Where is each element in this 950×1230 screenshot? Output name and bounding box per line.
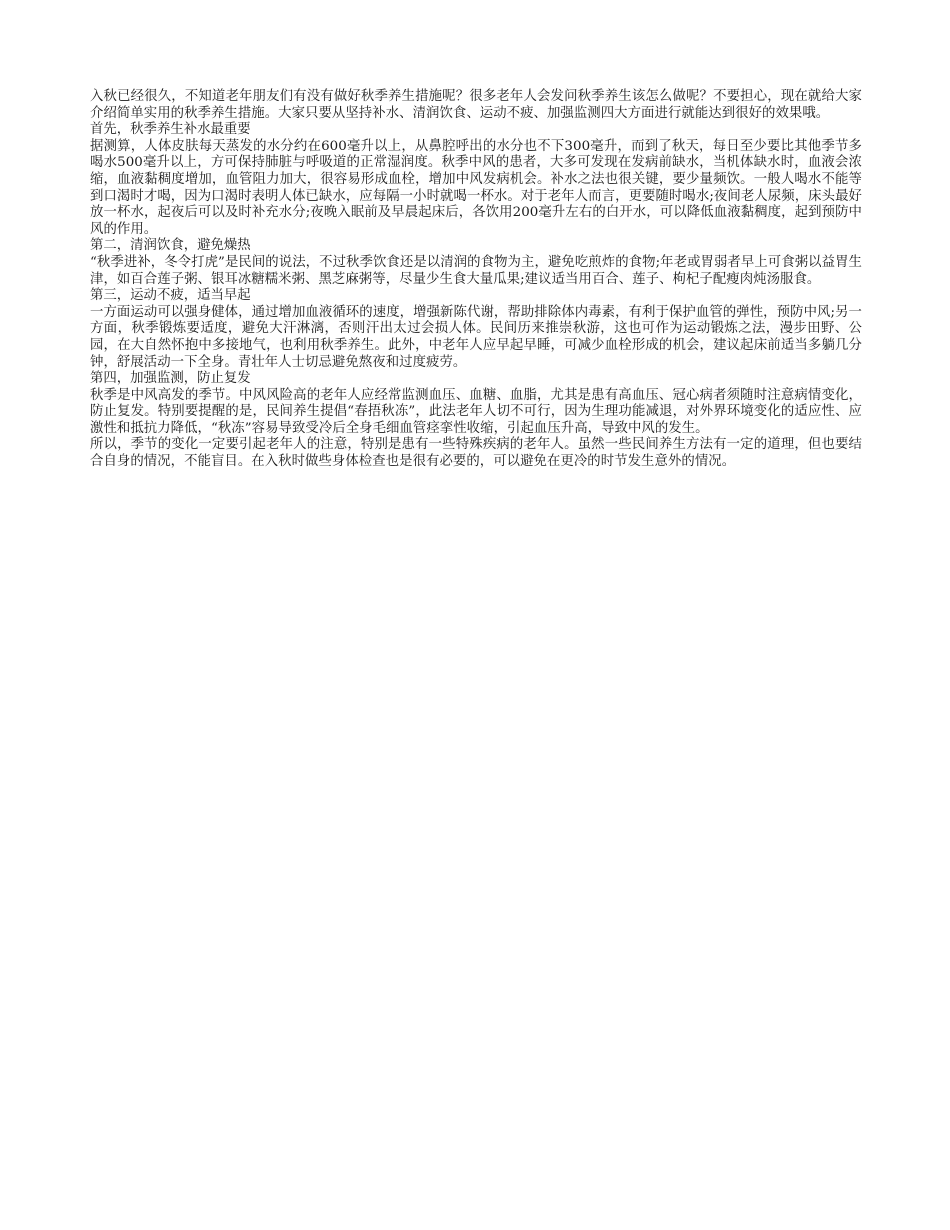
intro-paragraph: 入秋已经很久，不知道老年朋友们有没有做好秋季养生措施呢？很多老年人会发问秋季养生该怎么做呢？不要担心，现在就给大家介绍简单实用的秋季养生措施。大家只要从坚持补水、清润饮食、运动不疲、加强监测四大方面进行就能达到很好的效果哦。 xyxy=(90,89,862,121)
section-body-hydration: 据测算，人体皮肤每天蒸发的水分约在600毫升以上，从鼻腔呼出的水分也不下300毫升，而到了秋天，每日至少要比其他季节多喝水500毫升以上，方可保持肺脏与呼吸道的正常湿润度。秋季中风的患者，大多可发现在发病前缺水，当机体缺水时，血液会浓缩，血液黏稠度增加，血管阻力加大，很容易形成血栓，增加中风发病机会。补水之法也很关键，要少量频饮。一般人喝水不能等到口渴时才喝，因为口渴时表明人体已缺水，应每隔一小时就喝一杯水。对于老年人而言，更要随时喝水;夜间老人尿频，床头最好放一杯水，起夜后可以及时补充水分;夜晚入眠前及早晨起床后，各饮用200毫升左右的白开水，可以降低血液黏稠度，起到预防中风的作用。 xyxy=(90,138,862,237)
section-body-monitoring: 秋季是中风高发的季节。中风风险高的老年人应经常监测血压、血糖、血脂，尤其是患有高血压、冠心病者须随时注意病情变化，防止复发。特别要提醒的是，民间养生提倡“春捂秋冻”，此法老年人切不可行，因为生理功能减退，对外界环境变化的适应性、应激性和抵抗力降低，“秋冻”容易导致受冷后全身毛细血管痉挛性收缩，引起血压升高，导致中风的发生。 xyxy=(90,387,862,436)
section-heading-exercise: 第三，运动不疲，适当早起 xyxy=(90,288,251,304)
section-heading-diet: 第二，清润饮食，避免燥热 xyxy=(90,238,251,254)
article xyxy=(90,89,862,471)
section-body-diet: “秋季进补，冬令打虎”是民间的说法，不过秋季饮食还是以清润的食物为主，避免吃煎炸的食物;年老或胃弱者早上可食粥以益胃生津，如百合莲子粥、银耳冰糖糯米粥、黑芝麻粥等，尽量少生食大量瓜果;建议适当用百合、莲子、枸杞子配瘦肉炖汤服食。 xyxy=(90,254,862,287)
conclusion-paragraph: 所以，季节的变化一定要引起老年人的注意，特别是患有一些特殊疾病的老年人。虽然一些民间养生方法有一定的道理，但也要结合自身的情况，不能盲目。在入秋时做些身体检查也是很有必要的，可以避免在更冷的时节发生意外的情况。 xyxy=(90,437,862,470)
section-body-exercise: 一方面运动可以强身健体，通过增加血液循环的速度，增强新陈代谢，帮助排除体内毒素，有利于保护血管的弹性，预防中风;另一方面，秋季锻炼要适度，避免大汗淋漓，否则汗出太过会损人体。民间历来推崇秋游，这也可作为运动锻炼之法，漫步田野、公园，在大自然怀抱中多接地气，也利用秋季养生。此外，中老年人应早起早睡，可减少血栓形成的机会，建议起床前适当多躺几分钟，舒展活动一下全身。青壮年人士切忌避免熬夜和过度疲劳。 xyxy=(90,304,862,370)
section-heading-hydration: 首先，秋季养生补水最重要 xyxy=(90,122,251,138)
section-heading-monitoring: 第四，加强监测，防止复发 xyxy=(90,371,251,387)
